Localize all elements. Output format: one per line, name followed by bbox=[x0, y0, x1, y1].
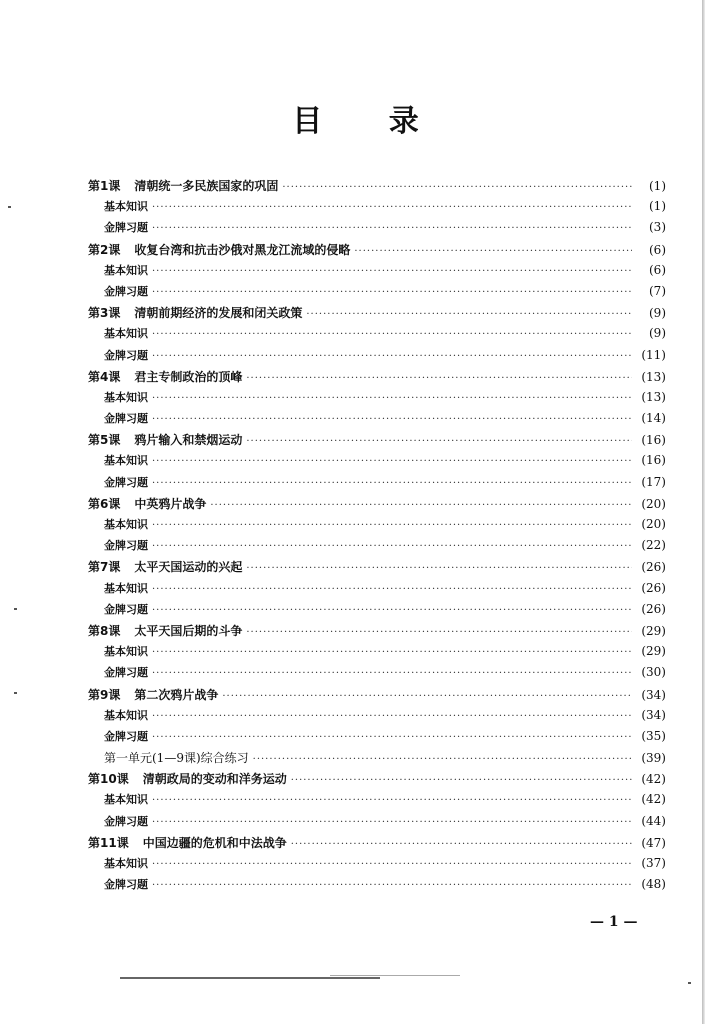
toc-page-ref: (9) bbox=[649, 326, 666, 341]
page-edge-shadow bbox=[702, 0, 705, 1024]
toc-entry-title: 金牌习题 bbox=[104, 475, 148, 489]
toc-entry-title: 基本知识 bbox=[104, 390, 148, 404]
page-number: — 1 — bbox=[590, 914, 638, 930]
toc-page-ref: (29) bbox=[641, 623, 666, 638]
toc-page-ref: (11) bbox=[641, 347, 666, 362]
toc-lesson-row bbox=[88, 241, 666, 262]
leader-dots bbox=[246, 436, 632, 447]
toc-entry-title: 收复台湾和抗击沙俄对黑龙江流域的侵略 bbox=[134, 242, 351, 257]
toc-entry-title: 金牌习题 bbox=[104, 729, 148, 743]
toc-entry-label bbox=[88, 495, 206, 512]
leader-dots bbox=[152, 393, 632, 404]
toc-entry-label bbox=[104, 813, 148, 829]
leader-dots bbox=[222, 691, 632, 702]
toc-entry-label bbox=[104, 855, 148, 871]
toc-entry-title: 基本知识 bbox=[104, 708, 148, 722]
toc-entry-label bbox=[104, 664, 148, 680]
toc-entry-title: 基本知识 bbox=[104, 793, 148, 807]
leader-dots bbox=[152, 329, 632, 340]
toc-entry-title: 金牌习题 bbox=[104, 878, 148, 892]
toc-entry-label bbox=[104, 516, 148, 532]
toc-entry-title: 第二次鸦片战争 bbox=[134, 687, 219, 702]
toc-sub-row bbox=[88, 389, 666, 410]
toc-sub-row bbox=[88, 707, 666, 728]
lesson-number: 第1课 bbox=[88, 179, 121, 193]
toc-entry-title: 金牌习题 bbox=[104, 412, 148, 426]
toc-page-ref: (35) bbox=[641, 728, 666, 743]
toc-sub-row bbox=[88, 325, 666, 346]
toc-entry-title: 君主专制政治的顶峰 bbox=[134, 369, 243, 384]
toc-entry-title: 金牌习题 bbox=[104, 602, 148, 616]
toc-entry-title: 清朝前期经济的发展和闭关政策 bbox=[134, 306, 303, 321]
leader-dots bbox=[152, 478, 632, 489]
toc-lesson-row bbox=[88, 622, 666, 643]
toc-page-ref: (7) bbox=[649, 283, 666, 298]
scan-speck bbox=[14, 608, 17, 610]
toc-entry-title: 太平天国后期的斗争 bbox=[134, 623, 243, 638]
toc-lesson-row bbox=[88, 177, 666, 198]
toc-lesson-row bbox=[88, 834, 666, 855]
lesson-number: 第7课 bbox=[88, 560, 121, 575]
toc-page-ref: (26) bbox=[641, 560, 666, 575]
toc-sub-row bbox=[88, 791, 666, 812]
leader-dots bbox=[152, 287, 632, 298]
leader-dots bbox=[291, 775, 632, 786]
leader-dots bbox=[152, 223, 632, 234]
leader-dots bbox=[152, 520, 632, 531]
leader-dots bbox=[152, 795, 632, 806]
toc-page-ref: (3) bbox=[649, 220, 666, 235]
toc-lesson-row bbox=[88, 368, 666, 389]
toc-sub-row bbox=[88, 664, 666, 685]
toc-entry-label bbox=[104, 410, 148, 426]
toc-entry-title: 基本知识 bbox=[104, 857, 148, 870]
toc-entry-title: 金牌习题 bbox=[104, 348, 148, 362]
toc-page-ref: (13) bbox=[641, 389, 666, 404]
toc-page-ref: (34) bbox=[641, 687, 666, 702]
toc-page-ref: (17) bbox=[641, 474, 666, 489]
toc-sub-row bbox=[88, 876, 666, 897]
leader-dots bbox=[152, 414, 632, 425]
toc-entry-title: 基本知识 bbox=[104, 327, 148, 341]
toc-sub-row bbox=[88, 410, 666, 431]
toc-page-ref: (16) bbox=[641, 453, 666, 468]
toc-entry-title: 基本知识 bbox=[104, 518, 148, 531]
toc-entry-title: 基本知识 bbox=[104, 200, 148, 214]
toc-entry-label bbox=[104, 876, 148, 892]
title-char-2: 录 bbox=[388, 104, 421, 139]
toc-page-ref: (42) bbox=[641, 772, 666, 787]
toc-entry-label bbox=[88, 304, 302, 321]
toc-page-ref: (13) bbox=[641, 369, 666, 384]
leader-dots bbox=[152, 859, 632, 870]
toc-sub-row bbox=[88, 643, 666, 664]
toc-page-ref: (6) bbox=[649, 262, 666, 277]
leader-dots bbox=[152, 732, 632, 743]
leader-dots bbox=[152, 202, 632, 213]
toc-entry-label bbox=[104, 643, 148, 659]
toc-page-ref: (26) bbox=[641, 601, 666, 616]
toc-entry-title: 金牌习题 bbox=[104, 221, 148, 235]
toc-page-ref: (29) bbox=[641, 644, 666, 659]
toc-entry-label bbox=[104, 347, 148, 363]
lesson-number: 第8课 bbox=[88, 623, 121, 638]
leader-dots bbox=[152, 668, 632, 679]
leader-dots bbox=[253, 754, 632, 765]
toc-page-ref: (20) bbox=[641, 517, 666, 531]
toc-entry-label bbox=[104, 749, 249, 766]
leader-dots bbox=[282, 182, 632, 193]
toc-entry-label bbox=[104, 474, 148, 490]
scan-speck bbox=[688, 982, 691, 984]
lesson-number: 第5课 bbox=[88, 433, 121, 448]
leader-dots bbox=[152, 880, 632, 891]
toc-sub-row bbox=[88, 219, 666, 240]
leader-dots bbox=[152, 817, 632, 828]
toc-page-ref: (44) bbox=[641, 813, 666, 828]
toc-entry-label bbox=[104, 791, 148, 807]
lesson-number: 第11课 bbox=[88, 835, 129, 850]
leader-dots bbox=[152, 266, 632, 277]
toc-page-ref: (26) bbox=[641, 580, 666, 595]
toc-entry-label bbox=[88, 834, 287, 851]
toc-entry-label bbox=[104, 198, 148, 214]
toc-page-ref: (14) bbox=[641, 411, 666, 426]
lesson-number: 第6课 bbox=[88, 496, 121, 511]
toc-page-ref: (47) bbox=[641, 835, 666, 850]
toc-page-ref: (20) bbox=[641, 496, 666, 511]
leader-dots bbox=[152, 605, 632, 616]
title-char-1: 目 bbox=[292, 104, 325, 139]
toc-lesson-row bbox=[88, 304, 666, 325]
leader-dots bbox=[152, 584, 632, 595]
toc-page-ref: (42) bbox=[641, 792, 666, 807]
table-of-contents bbox=[88, 177, 666, 897]
toc-entry-title: 清朝政局的变动和洋务运动 bbox=[142, 772, 287, 787]
toc-entry-label bbox=[104, 601, 148, 617]
toc-entry-label bbox=[88, 686, 218, 703]
toc-entry-label bbox=[104, 728, 148, 744]
toc-page-ref: (30) bbox=[641, 665, 666, 680]
toc-entry-label bbox=[104, 262, 148, 278]
toc-page-ref: (16) bbox=[641, 433, 666, 448]
toc-entry-title: 基本知识 bbox=[104, 263, 148, 277]
toc-summary-row bbox=[88, 749, 666, 770]
toc-entry-label bbox=[104, 452, 148, 468]
lesson-number: 第9课 bbox=[88, 687, 121, 702]
toc-entry-title: 鸦片输入和禁烟运动 bbox=[134, 433, 243, 448]
toc-entry-label bbox=[104, 219, 148, 235]
toc-page-ref: (6) bbox=[649, 242, 666, 257]
leader-dots bbox=[152, 456, 632, 467]
toc-page-ref: (37) bbox=[641, 856, 666, 870]
scan-speck bbox=[8, 206, 11, 208]
toc-entry-label bbox=[88, 431, 242, 448]
leader-dots bbox=[152, 711, 632, 722]
toc-lesson-row bbox=[88, 686, 666, 707]
toc-sub-row bbox=[88, 262, 666, 283]
leader-dots bbox=[210, 500, 632, 511]
leader-dots bbox=[152, 351, 632, 362]
toc-sub-row bbox=[88, 855, 666, 876]
toc-sub-row bbox=[88, 283, 666, 304]
toc-sub-row bbox=[88, 813, 666, 834]
toc-entry-title: 基本知识 bbox=[104, 454, 148, 468]
leader-dots bbox=[246, 373, 632, 384]
toc-sub-row bbox=[88, 474, 666, 495]
toc-entry-title: 金牌习题 bbox=[104, 539, 148, 553]
toc-entry-label bbox=[104, 389, 148, 405]
toc-entry-label bbox=[88, 177, 278, 194]
toc-sub-row bbox=[88, 601, 666, 622]
toc-entry-label bbox=[104, 707, 148, 723]
toc-entry-label bbox=[104, 283, 148, 299]
toc-entry-title: 中英鸦片战争 bbox=[134, 496, 207, 511]
page-title bbox=[0, 96, 713, 140]
toc-sub-row bbox=[88, 198, 666, 219]
toc-entry-label bbox=[88, 368, 242, 385]
toc-sub-row bbox=[88, 728, 666, 749]
toc-entry-title: 基本知识 bbox=[104, 581, 148, 595]
leader-dots bbox=[291, 839, 632, 850]
toc-entry-title: 金牌习题 bbox=[104, 666, 148, 680]
toc-entry-title: 金牌习题 bbox=[104, 284, 148, 298]
toc-entry-label bbox=[88, 622, 242, 639]
toc-lesson-row bbox=[88, 495, 666, 516]
toc-sub-row bbox=[88, 537, 666, 558]
toc-entry-title: 中国边疆的危机和中法战争 bbox=[142, 835, 287, 850]
toc-sub-row bbox=[88, 516, 666, 537]
scan-speck bbox=[14, 692, 17, 694]
toc-page-ref: (34) bbox=[641, 707, 666, 722]
toc-page-ref: (48) bbox=[641, 877, 666, 892]
lesson-number: 第4课 bbox=[88, 369, 121, 384]
toc-lesson-row bbox=[88, 770, 666, 791]
toc-entry-title: 太平天国运动的兴起 bbox=[134, 560, 243, 575]
toc-sub-row bbox=[88, 347, 666, 368]
toc-entry-label bbox=[104, 537, 148, 553]
leader-dots bbox=[354, 246, 632, 257]
toc-entry-title: 基本知识 bbox=[104, 645, 148, 659]
lesson-number: 第2课 bbox=[88, 242, 121, 257]
toc-entry-title: 金牌习题 bbox=[104, 814, 148, 828]
toc-entry-title: 清朝统一多民族国家的巩固 bbox=[134, 179, 279, 193]
toc-entry-title: 第一单元(1—9课)综合练习 bbox=[104, 751, 249, 766]
toc-sub-row bbox=[88, 580, 666, 601]
leader-dots bbox=[152, 647, 632, 658]
toc-entry-label bbox=[88, 558, 242, 575]
toc-lesson-row bbox=[88, 558, 666, 579]
toc-page-ref: (22) bbox=[641, 538, 666, 553]
toc-entry-label bbox=[88, 241, 350, 258]
toc-page-ref: (1) bbox=[649, 179, 666, 193]
leader-dots bbox=[246, 627, 632, 638]
toc-entry-label bbox=[104, 325, 148, 341]
toc-entry-label bbox=[104, 580, 148, 596]
leader-dots bbox=[246, 563, 632, 574]
toc-page-ref: (39) bbox=[641, 751, 666, 766]
footer-rule-faint bbox=[330, 975, 460, 976]
toc-page-ref: (1) bbox=[649, 199, 666, 214]
lesson-number: 第10课 bbox=[88, 772, 129, 787]
toc-sub-row bbox=[88, 452, 666, 473]
footer-rule bbox=[120, 977, 380, 979]
toc-page-ref: (9) bbox=[649, 306, 666, 321]
leader-dots bbox=[306, 309, 632, 320]
toc-entry-label bbox=[88, 770, 287, 787]
toc-lesson-row bbox=[88, 431, 666, 452]
lesson-number: 第3课 bbox=[88, 306, 121, 321]
leader-dots bbox=[152, 541, 632, 552]
